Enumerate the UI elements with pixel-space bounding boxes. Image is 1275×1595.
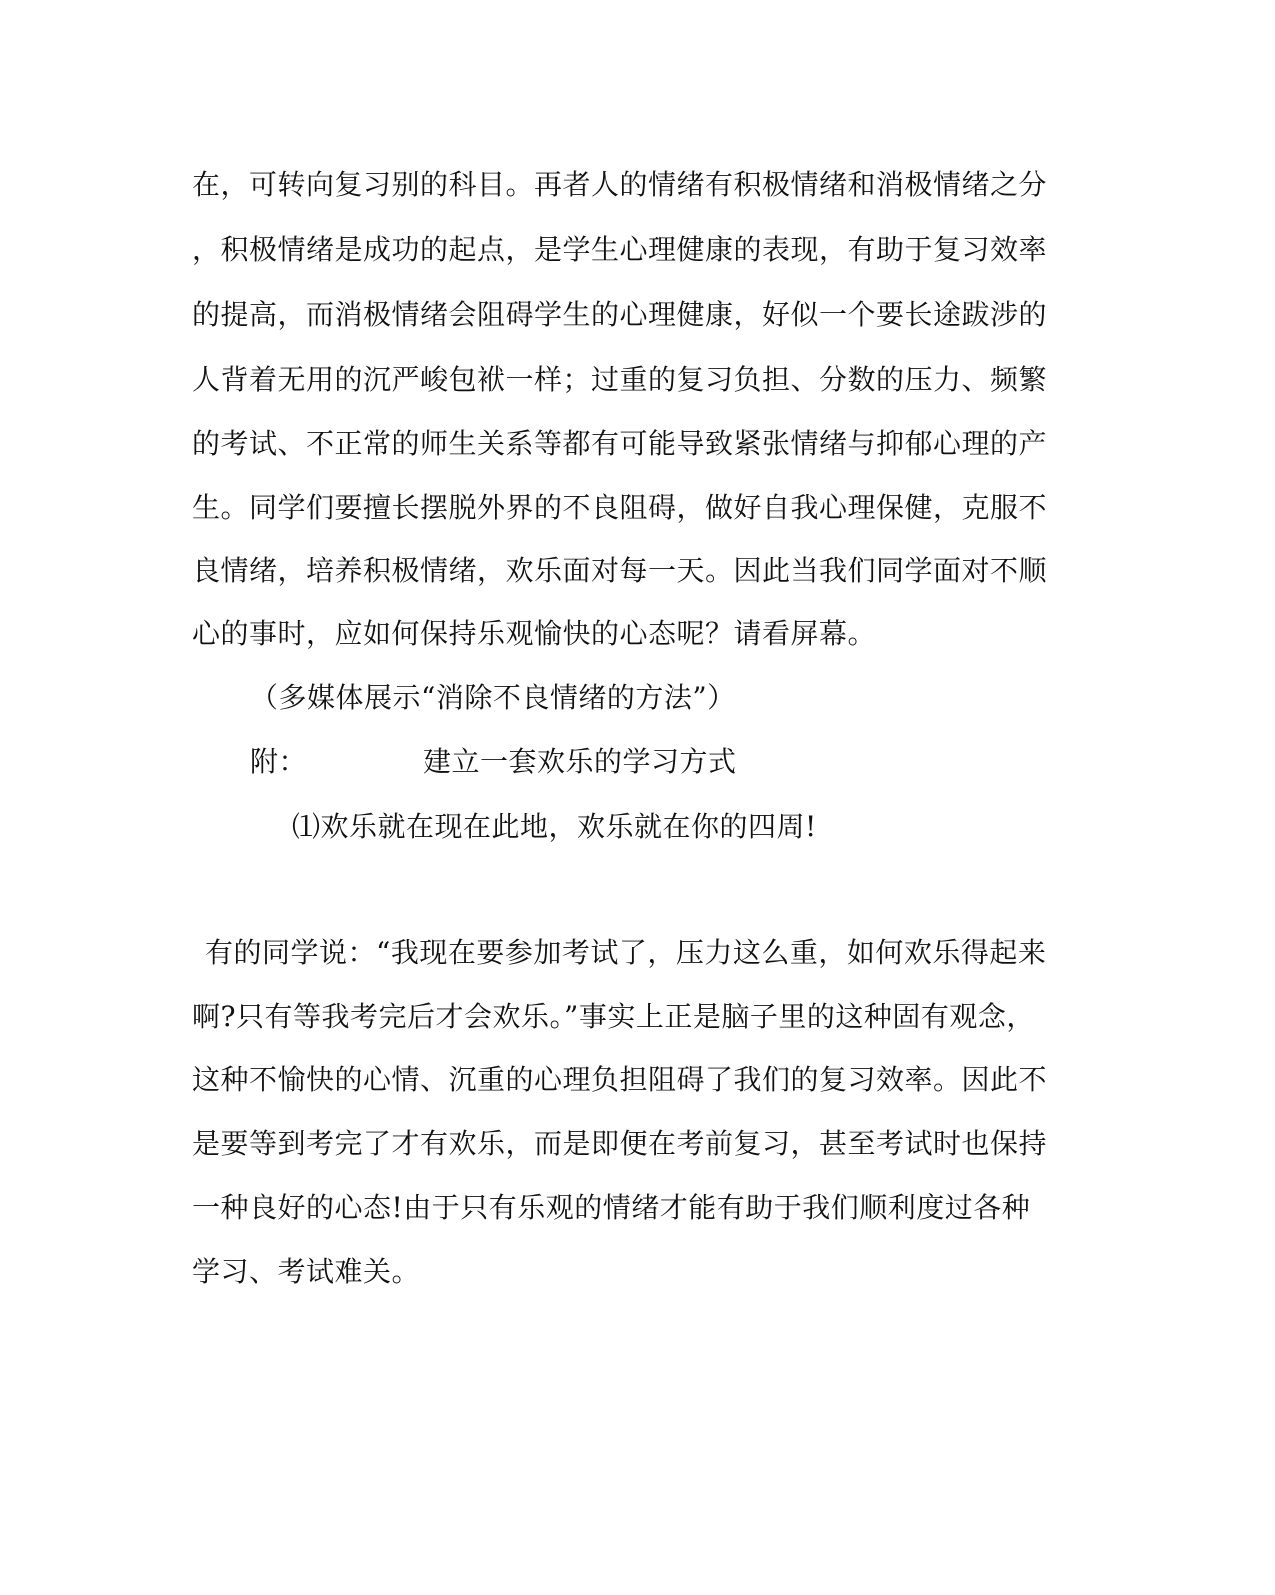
appendix-title: 建立一套欢乐的学习方式 xyxy=(423,745,737,778)
paragraph-line: 人背着无用的沉严峻包袱一样；过重的复习负担、分数的压力、频繁 xyxy=(192,363,1048,396)
paragraph-line: 学习、考试难关。 xyxy=(192,1255,421,1288)
paragraph-line: ，积极情绪是成功的起点，是学生心理健康的表现，有助于复习效率 xyxy=(192,233,1048,266)
paragraph-line: 良情绪，培养积极情绪，欢乐面对每一天。因此当我们同学面对不顺 xyxy=(192,554,1048,587)
paragraph-line: 的提高，而消极情绪会阻碍学生的心理健康，好似一个要长途跋涉的 xyxy=(192,298,1048,331)
multimedia-note: （多媒体展示“消除不良情绪的方法”） xyxy=(250,681,736,714)
appendix-label: 附： xyxy=(250,745,308,778)
paragraph-line: 一种良好的心态!由于只有乐观的情绪才能有助于我们顺利度过各种 xyxy=(192,1191,1031,1224)
paragraph-line: 啊?只有等我考完后才会欢乐。”事实上正是脑子里的这种固有观念， xyxy=(192,1000,1035,1033)
paragraph-line: 的考试、不正常的师生关系等都有可能导致紧张情绪与抑郁心理的产 xyxy=(192,427,1048,460)
paragraph-line: 在，可转向复习别的科目。再者人的情绪有积极情绪和消极情绪之分 xyxy=(192,168,1048,201)
paragraph-line: 是要等到考完了才有欢乐，而是即便在考前复习，甚至考试时也保持 xyxy=(192,1127,1048,1160)
point-item: ⑴欢乐就在现在此地，欢乐就在你的四周! xyxy=(292,810,817,843)
paragraph-line: 心的事时，应如何保持乐观愉快的心态呢？请看屏幕。 xyxy=(192,617,877,650)
paragraph-line: 生。同学们要擅长摆脱外界的不良阻碍，做好自我心理保健，克服不 xyxy=(192,491,1048,524)
paragraph-line: 这种不愉快的心情、沉重的心理负担阻碍了我们的复习效率。因此不 xyxy=(192,1063,1048,1096)
paragraph-line: 有的同学说：“我现在要参加考试了，压力这么重，如何欢乐得起来 xyxy=(205,936,1047,969)
